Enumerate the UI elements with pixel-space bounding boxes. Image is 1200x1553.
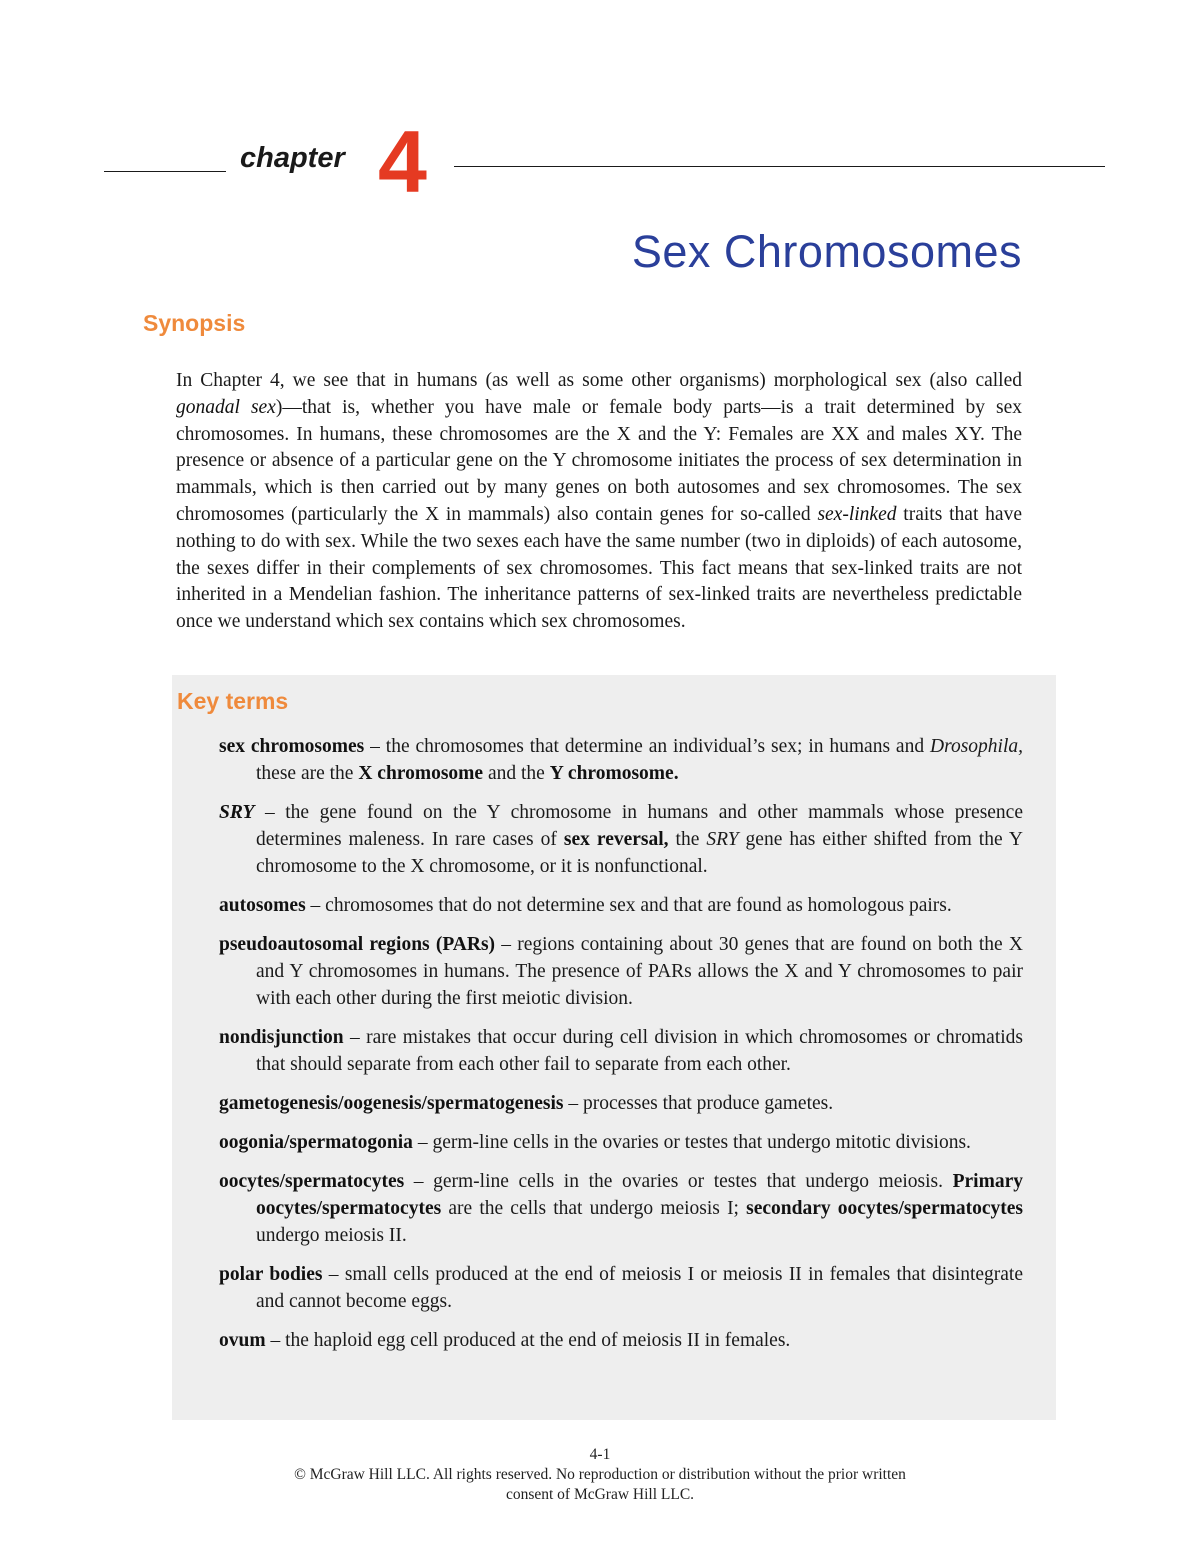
synopsis-paragraph <box>176 368 1022 636</box>
term-definition: are the cells that undergo meiosis I; <box>441 1198 747 1219</box>
synopsis-text-2: )—that is, whether you have male or female body parts—is a trait determined by sex chromosomes. In humans, these chromosomes are the X and the Y: Females are XX and males XY. The presence or absence of a particular gene on the Y chromosome initiates the process of sex determination in mammals, which is then carried out by many genes on both autosomes and sex chromosomes. The sex chromosomes (particularly the X in mammals) also contain genes for so-called <box>176 396 1022 525</box>
term-name: sex chromosomes <box>219 736 365 757</box>
term-italic: Drosophila, <box>930 736 1023 757</box>
term-pseudoautosomal-regions <box>219 931 1023 1012</box>
term-definition: gene has either shifted from the Y chromosome to the X chromosome, or it is nonfunctional. <box>256 829 1023 877</box>
synopsis-text-1: In Chapter 4, we see that in humans (as well as some other organisms) morphological sex (also called <box>176 370 1022 391</box>
term-definition: – the haploid egg cell produced at the end of meiosis II in females. <box>265 1330 791 1351</box>
page-footer <box>0 1445 1200 1505</box>
term-name: polar bodies <box>219 1264 323 1285</box>
term-definition: – processes that produce gametes. <box>563 1093 834 1114</box>
term-highlight: sex reversal, <box>563 829 669 850</box>
synopsis-heading: Synopsis <box>143 310 246 336</box>
key-terms-list <box>219 733 1023 1366</box>
term-name: oocytes/spermatocytes <box>219 1171 405 1192</box>
synopsis-text-3: traits that have nothing to do with sex. While the two sexes each have the same number (two in diploids) of each autosome, the sexes differ in their complements of sex chromosomes. This fact means that sex-linked traits are not inherited in a Mendelian fashion. The inheritance patterns of sex-linked traits are nevertheless predictable once we understand which sex contains which sex chromosomes. <box>176 503 1022 633</box>
term-italic: SRY <box>706 829 739 850</box>
term-highlight: Primary oocytes/spermatocytes <box>256 1171 1023 1219</box>
term-definition: and the <box>483 763 550 784</box>
term-nondisjunction <box>219 1024 1023 1078</box>
term-definition: undergo meiosis II. <box>256 1225 407 1246</box>
term-sex-chromosomes <box>219 733 1023 787</box>
copyright-line-2: consent of McGraw Hill LLC. <box>505 1486 695 1503</box>
term-definition: – regions containing about 30 genes that are found on both the X and Y chromosomes in humans. The presence of PARs allows the X and Y chromosomes to pair with each other during the first meiotic division. <box>256 934 1023 1009</box>
term-highlight: secondary oocytes/spermatocytes <box>746 1198 1023 1219</box>
term-autosomes <box>219 892 1023 919</box>
term-definition: – rare mistakes that occur during cell division in which chromosomes or chromatids that should separate from each other fail to separate from each other. <box>256 1027 1023 1075</box>
term-highlight: X chromosome <box>358 763 484 784</box>
term-name: SRY <box>219 802 255 823</box>
term-definition: – the chromosomes that determine an individual’s sex; in humans and <box>364 736 930 757</box>
term-name: ovum <box>219 1330 266 1351</box>
term-ovum <box>219 1327 1023 1354</box>
chapter-number: 4 <box>378 112 427 211</box>
page-title: Sex Chromosomes <box>631 226 1022 277</box>
term-highlight: Y chromosome. <box>549 763 679 784</box>
term-oogonia <box>219 1129 1023 1156</box>
term-definition: – the gene found on the Y chromosome in humans and other mammals whose presence determines maleness. In rare cases of <box>254 802 1023 850</box>
term-definition: the <box>668 829 707 850</box>
term-oocytes <box>219 1168 1023 1249</box>
term-name: nondisjunction <box>219 1027 344 1048</box>
term-name: gametogenesis/oogenesis/spermatogenesis <box>219 1093 564 1114</box>
term-name: autosomes <box>219 895 306 916</box>
term-sry <box>219 799 1023 880</box>
key-terms-heading: Key terms <box>177 688 289 714</box>
copyright-line-1: © McGraw Hill LLC. All rights reserved. No reproduction or distribution without the prior written <box>294 1466 906 1483</box>
term-definition: – germ-line cells in the ovaries or testes that undergo meiosis. <box>404 1171 953 1192</box>
key-terms-box <box>172 675 1056 1420</box>
term-name: pseudoautosomal regions (PARs) <box>219 934 496 955</box>
synopsis-term-sex-linked: sex-linked <box>817 503 897 525</box>
chapter-label: chapter <box>240 142 345 174</box>
term-definition: – chromosomes that do not determine sex and that are found as homologous pairs. <box>305 895 952 916</box>
term-gametogenesis <box>219 1090 1023 1117</box>
term-name: oogonia/spermatogonia <box>219 1132 413 1153</box>
term-polar-bodies <box>219 1261 1023 1315</box>
term-definition: – small cells produced at the end of meiosis I or meiosis II in females that disintegrate and cannot become eggs. <box>256 1264 1023 1312</box>
header-rule-right <box>454 166 1105 167</box>
term-definition: these are the <box>256 763 359 784</box>
term-definition: – germ-line cells in the ovaries or testes that undergo mitotic divisions. <box>412 1132 971 1153</box>
page-number: 4-1 <box>589 1446 611 1463</box>
header-rule-left <box>104 171 226 172</box>
synopsis-term-gonadal-sex: gonadal sex <box>176 396 276 418</box>
